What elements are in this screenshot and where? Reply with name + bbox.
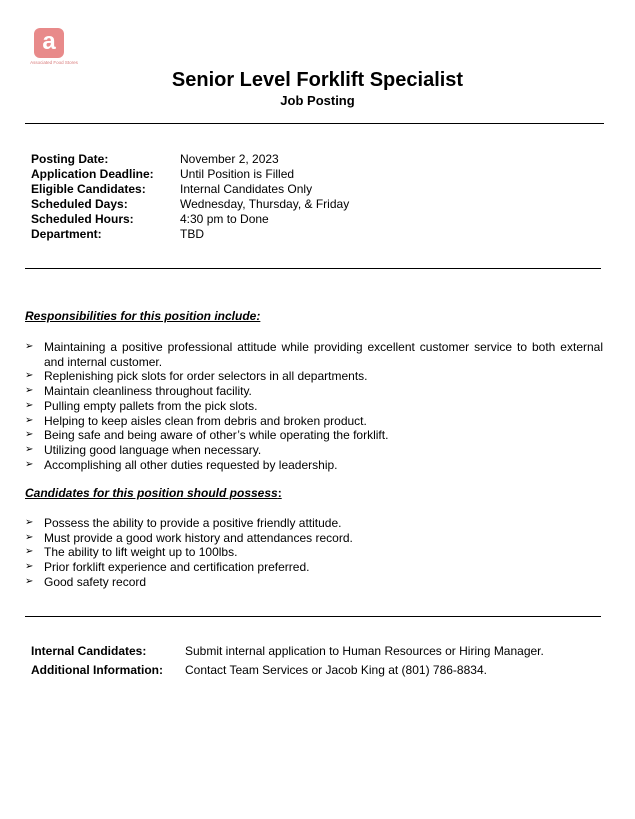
qualifications-heading-colon: : bbox=[277, 486, 282, 500]
bullet-arrow-icon: ➢ bbox=[25, 385, 34, 397]
list-item bbox=[25, 458, 603, 473]
contact-value: Contact Team Services or Jacob King at (801) 786-8834. bbox=[185, 663, 487, 677]
list-item-text: Pulling empty pallets from the pick slots. bbox=[44, 398, 258, 413]
list-item-text: Maintaining a positive professional attitude while providing excellent customer service to both external and internal customer. bbox=[44, 340, 603, 369]
list-item bbox=[25, 384, 603, 399]
posting-details bbox=[31, 152, 349, 242]
page-subtitle: Job Posting bbox=[280, 93, 355, 108]
detail-label: Posting Date: bbox=[31, 152, 109, 166]
list-item bbox=[25, 428, 603, 443]
list-item bbox=[25, 340, 603, 369]
list-item bbox=[25, 414, 603, 429]
bullet-arrow-icon: ➢ bbox=[25, 414, 34, 426]
list-item bbox=[25, 560, 603, 575]
bullet-arrow-icon: ➢ bbox=[25, 517, 34, 528]
detail-row bbox=[31, 197, 349, 212]
list-item bbox=[25, 575, 603, 590]
detail-label: Department: bbox=[31, 227, 102, 241]
divider-details bbox=[25, 268, 601, 269]
bullet-arrow-icon: ➢ bbox=[25, 429, 34, 441]
detail-label: Scheduled Hours: bbox=[31, 212, 134, 226]
detail-value: November 2, 2023 bbox=[180, 152, 279, 166]
contact-row bbox=[31, 644, 544, 663]
detail-row bbox=[31, 227, 349, 242]
bullet-arrow-icon: ➢ bbox=[25, 443, 34, 455]
detail-value: Internal Candidates Only bbox=[180, 182, 313, 196]
contact-value: Submit internal application to Human Resources or Hiring Manager. bbox=[185, 644, 544, 658]
bullet-arrow-icon: ➢ bbox=[25, 341, 34, 352]
bullet-arrow-icon: ➢ bbox=[25, 561, 34, 573]
logo-mark bbox=[34, 28, 64, 58]
detail-label: Eligible Candidates: bbox=[31, 182, 146, 196]
list-item-text: Prior forklift experience and certification preferred. bbox=[44, 560, 310, 575]
qualifications-list bbox=[25, 516, 603, 590]
bullet-arrow-icon: ➢ bbox=[25, 370, 34, 382]
qualifications-heading bbox=[25, 486, 282, 500]
detail-row bbox=[31, 182, 349, 197]
list-item-text: Being safe and being aware of other’s while operating the forklift. bbox=[44, 428, 389, 443]
responsibilities-list bbox=[25, 340, 603, 472]
company-logo bbox=[26, 28, 82, 65]
contact-row bbox=[31, 663, 544, 682]
list-item-text: Possess the ability to provide a positive friendly attitude. bbox=[44, 516, 342, 530]
list-item bbox=[25, 516, 603, 531]
page-title: Senior Level Forklift Specialist bbox=[171, 69, 464, 91]
list-item bbox=[25, 531, 603, 546]
bullet-arrow-icon: ➢ bbox=[25, 546, 34, 558]
logo-glyph: a bbox=[42, 28, 56, 55]
list-item-text: Maintain cleanliness throughout facility. bbox=[44, 384, 252, 399]
detail-label: Application Deadline: bbox=[31, 167, 154, 181]
list-item bbox=[25, 545, 603, 560]
detail-row bbox=[31, 212, 349, 227]
divider-bottom bbox=[25, 616, 601, 617]
list-item-text: Must provide a good work history and attendances record. bbox=[44, 530, 353, 545]
detail-value: Until Position is Filled bbox=[180, 167, 295, 181]
contact-label: Additional Information: bbox=[31, 663, 163, 677]
list-item-text: Utilizing good language when necessary. bbox=[44, 442, 262, 457]
list-item-text: Good safety record bbox=[44, 574, 147, 589]
list-item-text: Replenishing pick slots for order selectors in all departments. bbox=[44, 369, 368, 384]
bullet-arrow-icon: ➢ bbox=[25, 399, 34, 411]
divider-top bbox=[25, 123, 604, 124]
list-item-text: The ability to lift weight up to 100lbs. bbox=[44, 545, 238, 560]
detail-row bbox=[31, 152, 349, 167]
qualifications-heading-text: Candidates for this position should possess bbox=[25, 486, 278, 500]
responsibilities-heading: Responsibilities for this position include: bbox=[25, 309, 261, 323]
logo-caption: Associated Food Stores bbox=[30, 60, 78, 65]
detail-label: Scheduled Days: bbox=[31, 197, 128, 211]
list-item-text: Helping to keep aisles clean from debris and broken product. bbox=[44, 413, 367, 428]
bullet-arrow-icon: ➢ bbox=[25, 575, 34, 587]
detail-value: Wednesday, Thursday, & Friday bbox=[180, 197, 350, 211]
list-item-text: Accomplishing all other duties requested by leadership. bbox=[44, 457, 338, 472]
list-item bbox=[25, 443, 603, 458]
detail-value: TBD bbox=[180, 227, 204, 241]
bullet-arrow-icon: ➢ bbox=[25, 531, 34, 543]
contact-label: Internal Candidates: bbox=[31, 644, 147, 658]
detail-value: 4:30 pm to Done bbox=[180, 212, 269, 226]
bullet-arrow-icon: ➢ bbox=[25, 458, 34, 470]
list-item bbox=[25, 399, 603, 414]
detail-row bbox=[31, 167, 349, 182]
contact-info bbox=[31, 644, 544, 682]
list-item bbox=[25, 369, 603, 384]
